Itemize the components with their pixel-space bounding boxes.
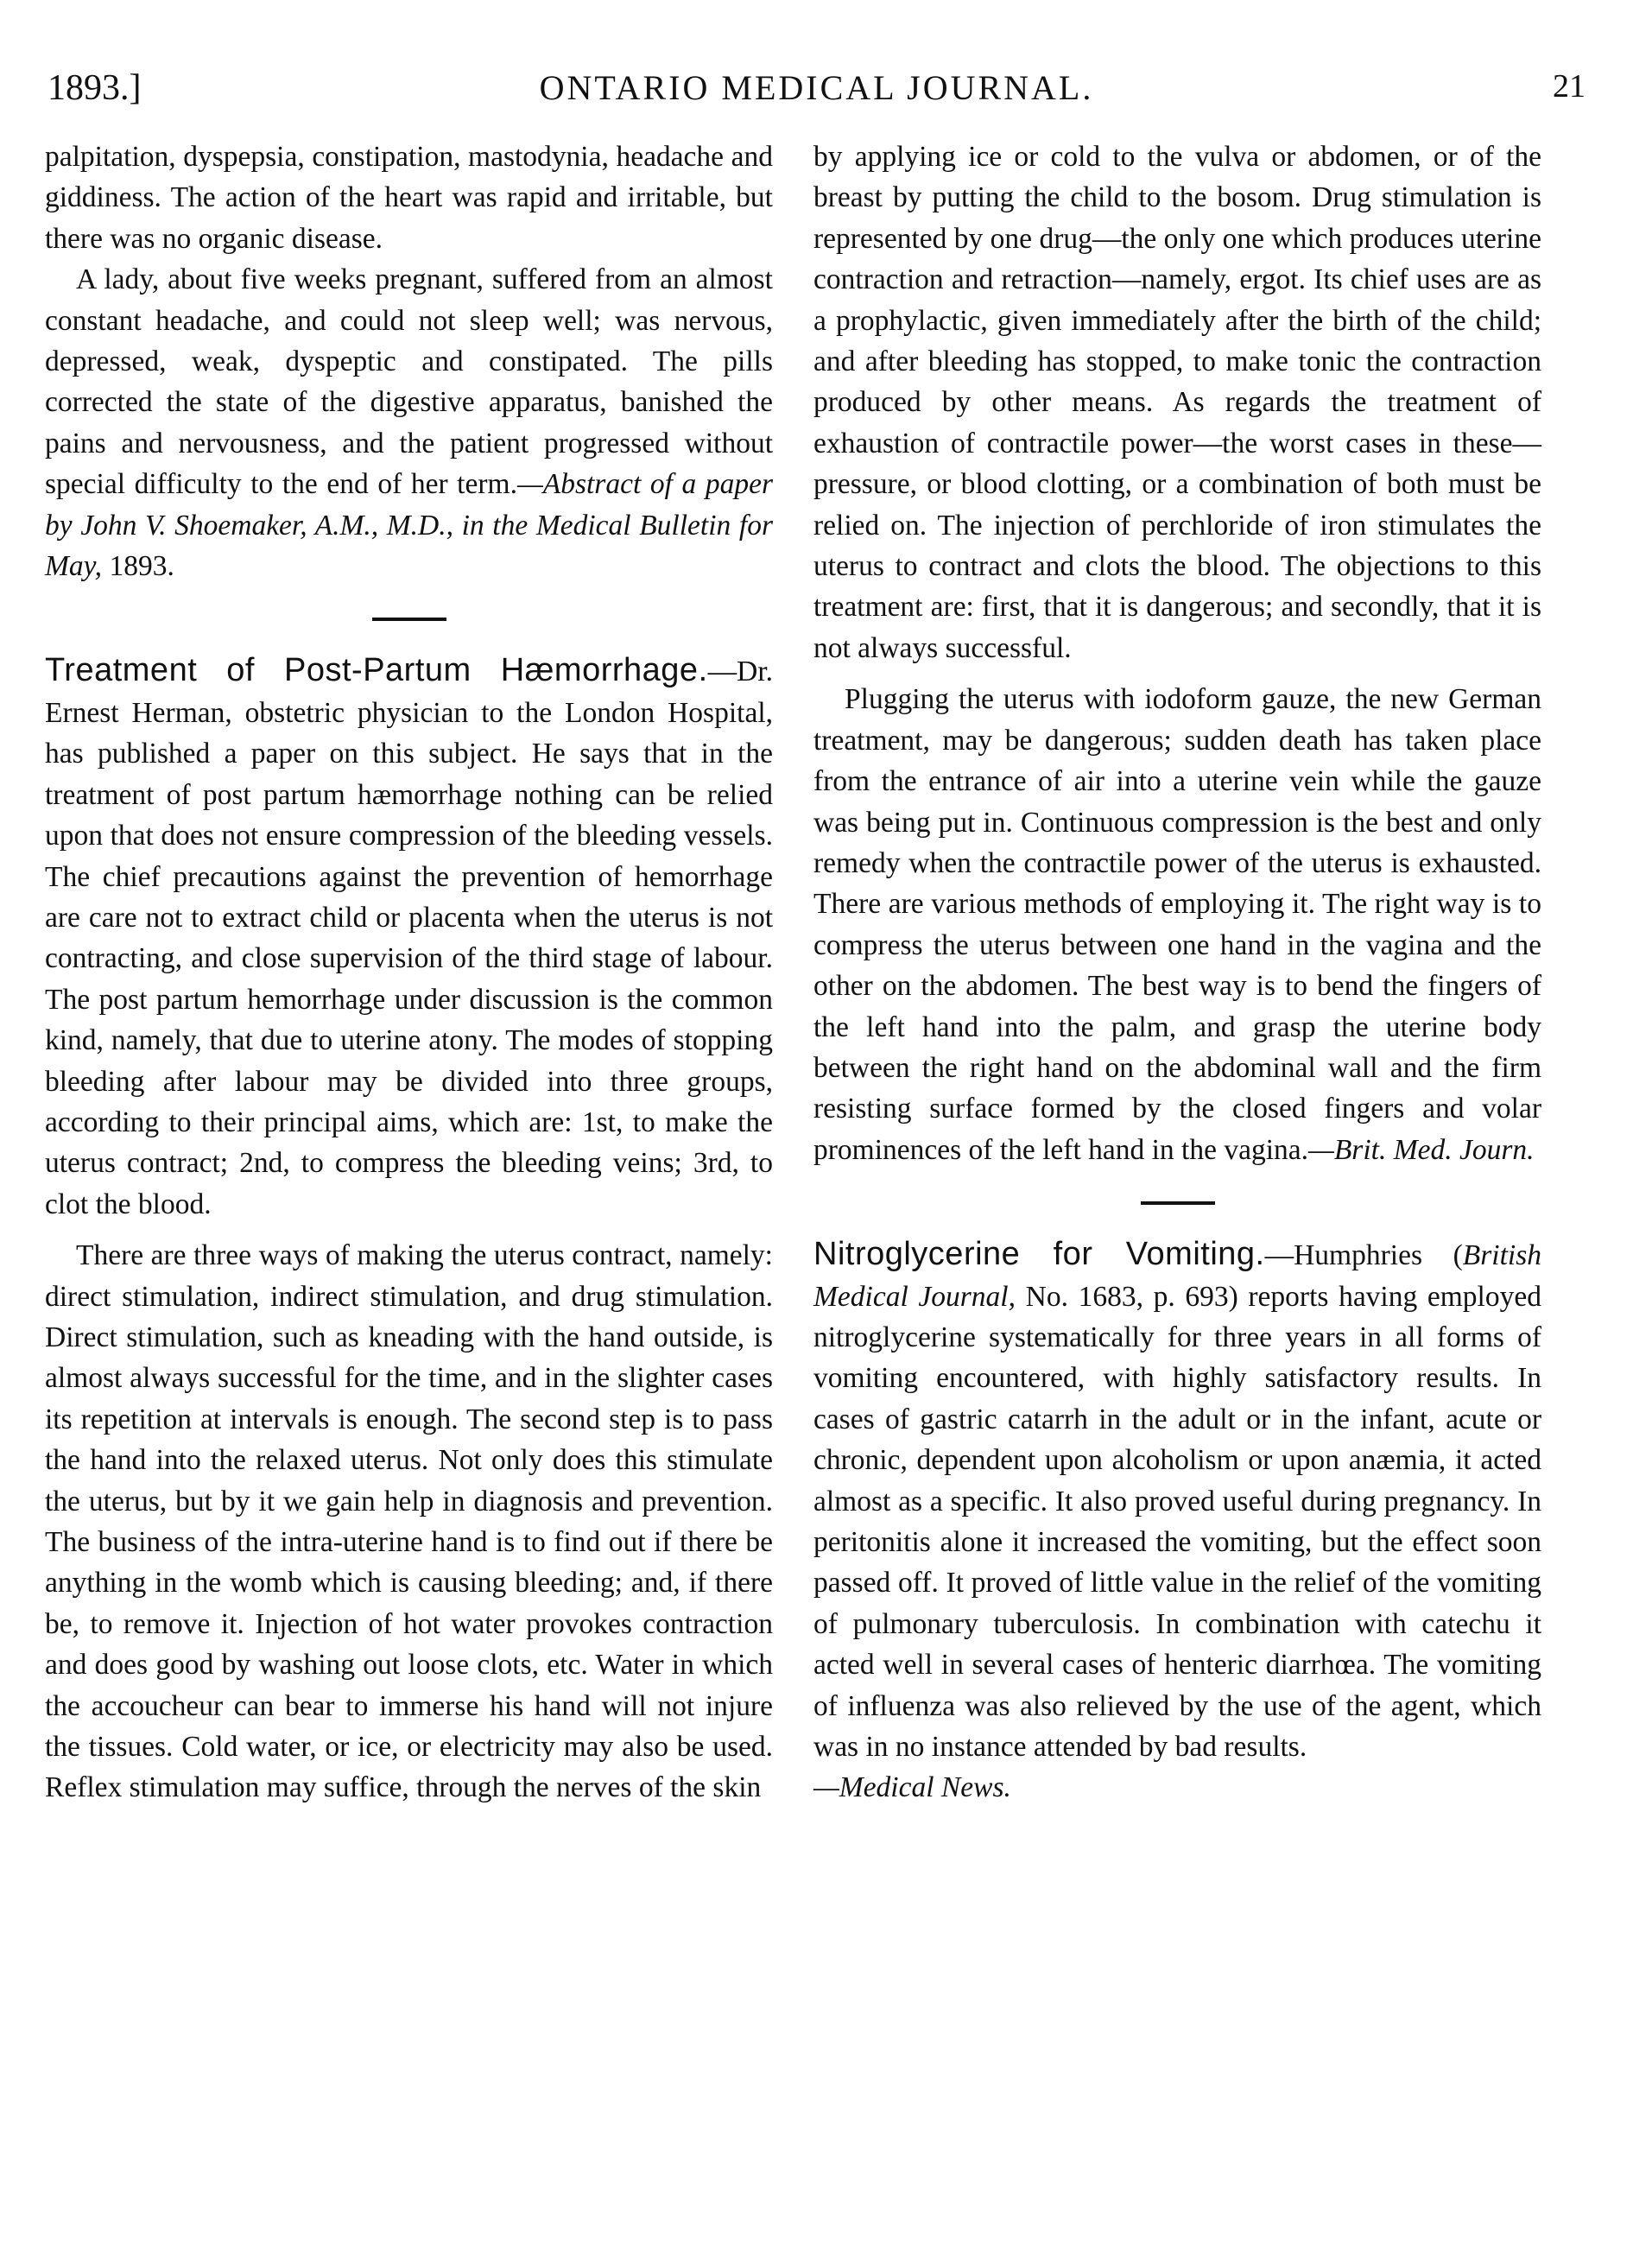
page-number: 21 <box>1553 68 1586 105</box>
plugging-paragraph <box>813 679 1541 1170</box>
case-paragraph <box>45 259 773 586</box>
hemorrhage-text: —Dr. Ernest Herman, obstetric physician to the London Hospital, has published a paper on this subject. He says that in the treatment of post partum hæmorrhage nothing can be relied upon that does not ensure compression of the bleeding vessels. The chief precautions against the prevention of hemorrhage are care not to extract child or placenta when the uterus is not contracting, and close supervision of the third stage of labour. The post partum hemorrhage under discussion is the common kind, namely, that due to uterine atony. The modes of stopping bleeding after labour may be divided into three groups, according to their principal aims, which are: 1st, to make the uterus contract; 2nd, to compress the bleeding veins; 3rd, to clot the blood. <box>45 656 773 1220</box>
section-divider-right <box>1141 1201 1215 1205</box>
medical-news-citation: —Medical News. <box>813 1771 1011 1804</box>
contraction-paragraph: There are three ways of making the uterus contract, namely: direct stimulation, indirect stimulation, and drug stimulation. Direct stimulation, such as kneading with the hand outside, is almost always successful for the time, and in the slighter cases its repetition at intervals is enough. The second step is to pass the hand into the relaxed uterus. Not only does this stimulate the uterus, but by it we gain help in diagnosis and prevention. The business of the intra-uterine hand is to find out if there be anything in the womb which is causing bleeding; and, if there be, to remove it. Injection of hot water provokes contraction and does good by washing out loose clots, etc. Water in which the accoucheur can bear to immerse his hand will not injure the tissues. Cold water, or ice, or electricity may also be used. Reflex stimulation may suffice, through the nerves of the skin <box>45 1239 773 1804</box>
left-column <box>45 136 773 1809</box>
plugging-text: Plugging the uterus with iodoform gauze, the new German treatment, may be dangerous; sudden death has taken place from the entrance of air into a uterine vein while the gauze was being put in. Continuous compression is the best and only remedy when the contractile power of the uterus is exhausted. There are various methods of employing it. The right way is to compress the uterus between one hand in the vagina and the other on the abdomen. The best way is to bend the fingers of the left hand into the palm, and grasp the uterine body between the right hand on the abdominal wall and the firm resisting surface formed by the closed fingers and volar prominences of the left hand in the vagina. <box>813 683 1541 1166</box>
section-title-nitroglycerine: Nitroglycerine for Vomiting. <box>813 1236 1265 1273</box>
nitro-lead: —Humphries ( <box>1264 1239 1463 1272</box>
nitro-source: British Medical Journal, <box>813 1239 1541 1313</box>
continued-paragraph: palpitation, dyspepsia, constipation, mastodynia, headache and giddiness. The action of the heart was rapid and irritable, but there was no organic disease. <box>45 141 773 255</box>
case-text: A lady, about five weeks pregnant, suffered from an almost constant headache, and could not sleep well; was nervous, depressed, weak, dyspeptic and constipated. The pills corrected the state of the digestive apparatus, banished the pains and nervousness, and the patient progressed without special difficulty to the end of her term. <box>45 263 773 501</box>
abstract-citation: —Abstract of a paper by John V. Shoemaker, A.M., M.D., in the Medical Bulletin for May, <box>45 468 773 583</box>
nitroglycerine-paragraph <box>813 1234 1541 1767</box>
stimulation-paragraph: by applying ice or cold to the vulva or abdomen, or of the breast by putting the child to the bosom. Drug stimulation is represented by one drug—the only one which produces uterine contraction and retraction—namely, ergot. Its chief uses are as a prophylactic, given immediately after the birth of the child; and after bleeding has stopped, to make tonic the contraction produced by other means. As regards the treatment of exhaustion of contractile power—the worst cases in these—pressure, or blood clotting, or a combination of both must be relied on. The injection of perchloride of iron stimulates the uterus to contract and clots the blood. The objections to this treatment are: first, that it is dangerous; and secondly, that it is not always successful. <box>813 141 1541 664</box>
nitro-ref: No. 1683, p. 693) <box>1015 1280 1238 1313</box>
journal-title: ONTARIO MEDICAL JOURNAL. <box>539 68 1094 107</box>
page-header <box>47 67 1586 119</box>
header-year: 1893.] <box>47 68 142 108</box>
right-column <box>813 136 1541 1809</box>
section-title-hemorrhage: Treatment of Post-Partum Hæmorrhage. <box>45 652 708 689</box>
citation-year: 1893. <box>102 550 174 583</box>
medical-news-citation-line <box>813 1767 1541 1808</box>
bmj-citation: —Brit. Med. Journ. <box>1308 1133 1535 1166</box>
hemorrhage-lead-paragraph <box>45 650 773 1225</box>
nitro-text: reports having employed nitroglycerine systematically for three years in all forms of vomiting encountered, with highly satisfactory results. In cases of gastric catarrh in the adult or in the infant, acute or chronic, dependent upon alcoholism or upon anæmia, it acted almost as a specific. It also proved useful during pregnancy. In peritonitis alone it increased the vomiting, but the effect soon passed off. It proved of little value in the relief of the vomiting of pulmonary tuberculosis. In combination with catechu it acted well in several cases of henteric diarrhœa. The vomiting of influenza was also relieved by the use of the agent, which was in no instance attended by bad results. <box>813 1280 1541 1764</box>
section-divider <box>372 618 446 621</box>
